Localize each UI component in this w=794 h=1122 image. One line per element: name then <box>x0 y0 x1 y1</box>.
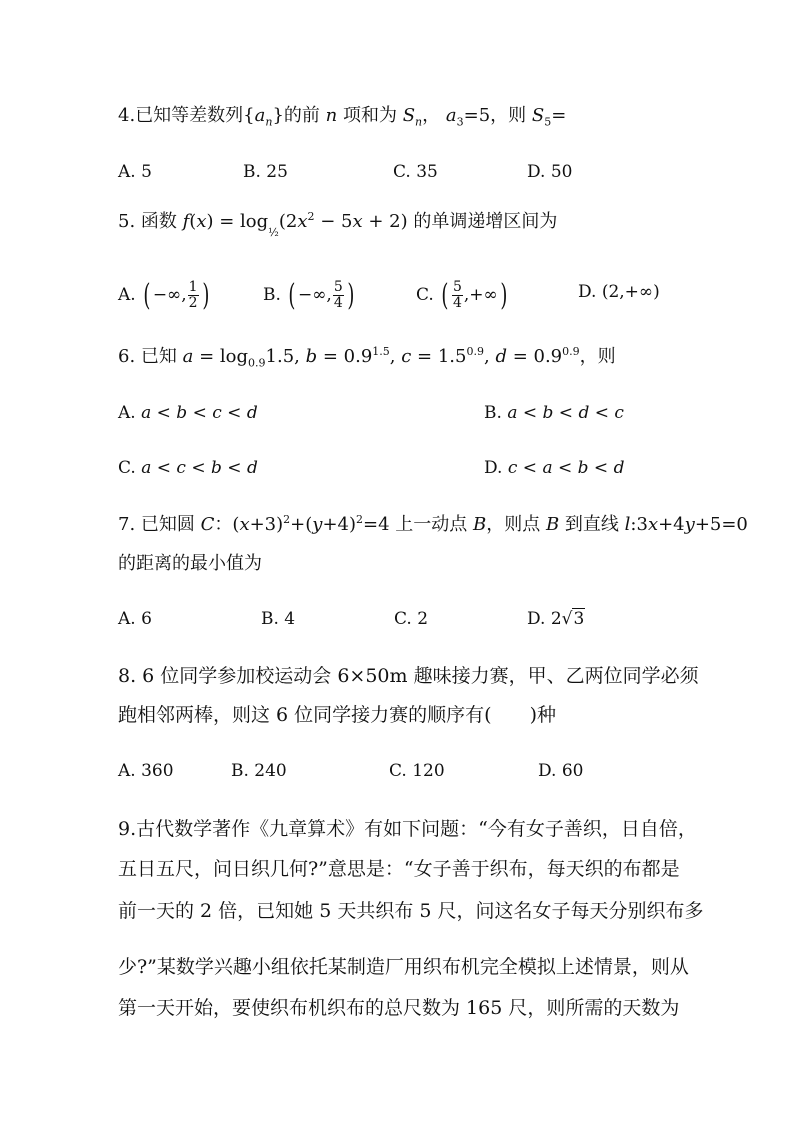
q9-stem-line3: 前一天的 2 倍，已知她 5 天共织布 5 尺，问这名女子每天分别织布多 <box>118 900 704 922</box>
q5-option-d: D. (2,+∞) <box>578 282 660 302</box>
q4-option-c: C. 35 <box>393 162 438 182</box>
q7-option-c: C. 2 <box>394 609 429 629</box>
q8-option-d: D. 60 <box>538 761 584 781</box>
q8-option-b: B. 240 <box>231 761 287 781</box>
q4-number: 4. <box>118 105 136 126</box>
q8-option-a: A. 360 <box>118 761 174 781</box>
q8-stem-line1: 8. 6 位同学参加校运动会 6×50m 趣味接力赛，甲、乙两位同学必须 <box>118 665 699 687</box>
q6-option-d: D. c < a < b < d <box>484 458 625 478</box>
q5-option-b: B. ( −∞, $\frac{5}{4}$ ) <box>263 277 355 313</box>
q5-option-c: C. ( $\frac{5}{4}$ ,+∞) <box>416 277 508 313</box>
q9-stem-line1: 9.古代数学著作《九章算术》有如下问题：“今有女子善织，日自倍， <box>118 818 697 840</box>
q4-option-a: A. 5 <box>118 162 152 182</box>
q9-stem-line5: 第一天开始，要使织布机织布的总尺数为 165 尺，则所需的天数为 <box>118 997 680 1019</box>
q8-stem-line2: 跑相邻两棒，则这 6 位同学接力赛的顺序有( )种 <box>118 704 556 726</box>
q7-option-d: D. 2√3 <box>527 609 585 629</box>
q9-stem-line4: 少?”某数学兴趣小组依托某制造厂用织布机完全模拟上述情景，则从 <box>118 956 689 978</box>
q6-stem: 6. 已知 $a = \log_{0.9}1.5$, $b = 0.9^{1.5}$, $c = 1.5^{0.9}$, $d = 0.9^{0.9}$，则 <box>118 345 616 370</box>
q7-stem-line2: 的距离的最小值为 <box>118 553 262 574</box>
q7-option-a: A. 6 <box>118 609 152 629</box>
q4-stem: 4.已知等差数列$\{a_n\}$的前 n 项和为 $S_n$， $a_3=5$，则 $S_5=$ <box>118 105 567 129</box>
q6-option-a: A. a < b < c < d <box>118 403 258 423</box>
q8-option-c: C. 120 <box>389 761 445 781</box>
q9-stem-line2: 五日五尺，问日织几何?”意思是：“女子善于织布，每天织的布都是 <box>118 858 680 880</box>
q6-option-b: B. a < b < d < c <box>484 403 624 423</box>
q4-option-d: D. 50 <box>527 162 573 182</box>
q4-option-b: B. 25 <box>243 162 288 182</box>
q6-option-c: C. a < c < b < d <box>118 458 258 478</box>
q5-stem: 5. 函数 $f(x) = \log_{\frac{1}{2}}(2x^2 - 5x + 2)$ 的单调递增区间为 <box>118 210 558 239</box>
q5-option-a: A. ( −∞, $\frac{1}{2}$ ) <box>118 277 209 313</box>
q7-option-b: B. 4 <box>261 609 296 629</box>
q7-stem-line1: 7. 已知圆 C：$(x+3)^2+(y+4)^2=4$ 上一动点 B，则点 B 到直线 l:3x+4y+5=0 <box>118 513 748 535</box>
